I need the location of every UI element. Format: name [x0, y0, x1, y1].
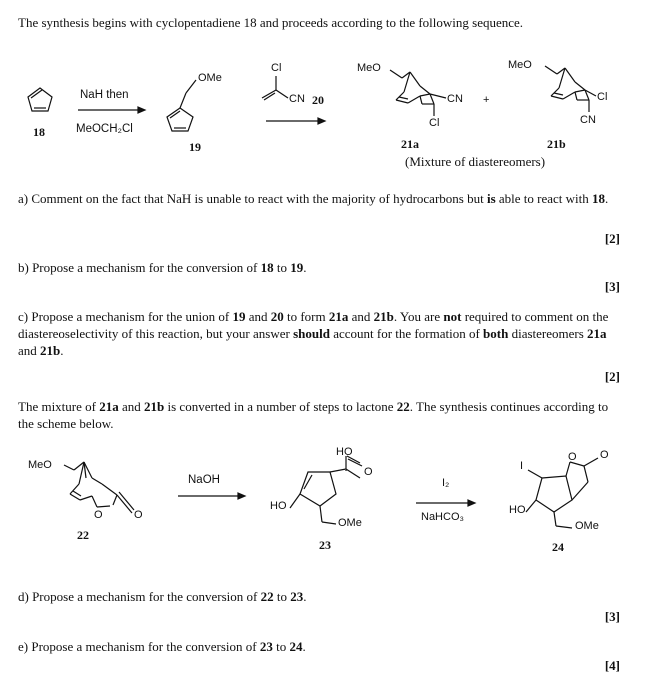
- o-carbonyl-24-label: O: [600, 449, 609, 461]
- reagent-meoch2cl-label: MeOCH₂Cl: [76, 123, 133, 135]
- ho-acid-23-label: HO: [336, 446, 353, 458]
- o-acid-23-label: O: [364, 466, 373, 478]
- intro-text: The synthesis begins with cyclopentadiene 18 and proceeds according to the following sequence.: [18, 15, 524, 30]
- reagent-nah-label: NaH then: [80, 89, 129, 101]
- cl-20-label: Cl: [271, 62, 282, 74]
- ome-23-label: OMe: [338, 517, 362, 529]
- o-ring-22-label: O: [94, 509, 103, 521]
- reaction-arrow-naoh: [178, 493, 245, 499]
- ome-19-label: OMe: [198, 72, 222, 84]
- question-d: d) Propose a mechanism for the conversion of 22 to 23.: [18, 589, 307, 604]
- bridge-text: The mixture of 21a and 21b is converted in a number of steps to lactone 22. The synthesis continues according to the scheme below.: [18, 399, 609, 431]
- question-c-mark: [2]: [604, 369, 620, 384]
- meo-22-label: MeO: [28, 459, 52, 471]
- compound-24-structure: [526, 458, 598, 528]
- compound-24-label: 24: [552, 540, 564, 554]
- compound-21a-label: 21a: [401, 137, 419, 151]
- compound-23-structure: [290, 456, 362, 524]
- compound-19-label: 19: [189, 140, 201, 154]
- reagent-i2-label: I₂: [442, 477, 450, 489]
- reagent-naoh-label: NaOH: [188, 474, 220, 486]
- question-c: c) Propose a mechanism for the union of 19 and 20 to form 21a and 21b. You are not required to comment on the diastereoselectivity of this reaction, but your answer should account for the formation of both diastereomers 21a and 21b.: [18, 309, 609, 358]
- question-e-mark: [4]: [604, 658, 620, 673]
- o-ring-24-label: O: [568, 451, 577, 463]
- compound-22-structure: [64, 462, 134, 513]
- cn-21a-label: CN: [447, 93, 463, 105]
- cl-21a-label: Cl: [429, 117, 440, 129]
- meo-21b-label: MeO: [508, 59, 532, 71]
- iodine-24-label: I: [520, 460, 524, 472]
- compound-23-label: 23: [319, 538, 331, 552]
- ome-24-label: OMe: [575, 520, 599, 532]
- question-b: b) Propose a mechanism for the conversion of 18 to 19.: [18, 260, 307, 275]
- question-d-mark: [3]: [604, 609, 620, 624]
- cn-20-label: CN: [289, 93, 305, 105]
- question-b-mark: [3]: [604, 279, 620, 294]
- question-a: a) Comment on the fact that NaH is unable to react with the majority of hydrocarbons but is able to react with 18.: [18, 191, 609, 206]
- meo-21a-label: MeO: [357, 62, 381, 74]
- ho-24-label: HO: [509, 504, 526, 516]
- compound-22-label: 22: [77, 528, 89, 542]
- ho-23-label: HO: [270, 500, 287, 512]
- cl-21b-label: Cl: [597, 91, 608, 103]
- question-a-mark: [2]: [604, 231, 620, 246]
- question-e: e) Propose a mechanism for the conversion of 23 to 24.: [18, 639, 306, 654]
- mixture-label: (Mixture of diastereomers): [405, 154, 546, 169]
- compound-18-label: 18: [33, 125, 45, 139]
- cn-21b-label: CN: [580, 114, 596, 126]
- reagent-nahco3-label: NaHCO₃: [421, 511, 464, 523]
- o-carbonyl-22-label: O: [134, 509, 143, 521]
- compound-20-label: 20: [312, 93, 324, 107]
- compound-21b-label: 21b: [547, 137, 566, 151]
- plus-sign: +: [483, 94, 490, 106]
- reaction-arrow-iodine: [416, 500, 475, 506]
